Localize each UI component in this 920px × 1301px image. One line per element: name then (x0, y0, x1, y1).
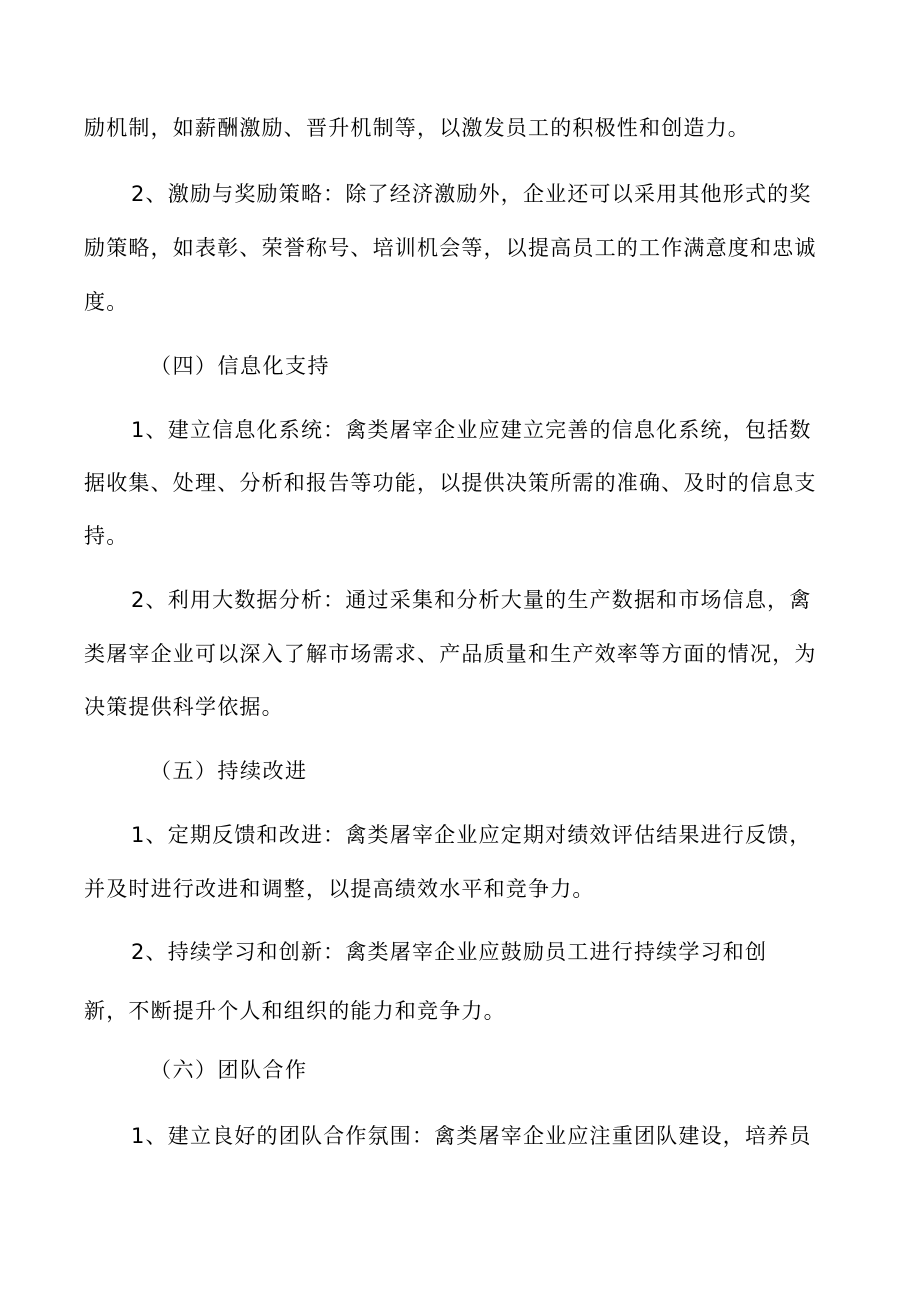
paragraph-line: 1、定期反馈和改进：禽类屠宰企业应定期对绩效评估结果进行反馈， (131, 823, 812, 847)
section-heading: （四）信息化支持 (150, 354, 330, 378)
paragraph-line: 励机制，如薪酬激励、晋升机制等，以激发员工的积极性和创造力。 (84, 116, 750, 140)
paragraph-line: 度。 (84, 290, 129, 314)
paragraph-line: 据收集、处理、分析和报告等功能，以提供决策所需的准确、及时的信息支 (84, 471, 817, 495)
paragraph-line: 1、建立信息化系统：禽类屠宰企业应建立完善的信息化系统，包括数 (131, 418, 812, 442)
paragraph-line: 决策提供科学依据。 (84, 695, 284, 719)
paragraph-line: 2、激励与奖励策略：除了经济激励外，企业还可以采用其他形式的奖 (131, 182, 812, 206)
paragraph-line: 持。 (84, 524, 129, 548)
section-heading: （六）团队合作 (150, 1058, 308, 1082)
paragraph-line: 并及时进行改进和调整，以提高绩效水平和竞争力。 (84, 877, 595, 901)
paragraph-line: 1、建立良好的团队合作氛围：禽类屠宰企业应注重团队建设，培养员 (131, 1124, 812, 1148)
paragraph-line: 2、持续学习和创新：禽类屠宰企业应鼓励员工进行持续学习和创 (131, 940, 768, 964)
paragraph-line: 2、利用大数据分析：通过采集和分析大量的生产数据和市场信息，禽 (131, 588, 812, 612)
section-heading: （五）持续改进 (150, 759, 308, 783)
paragraph-line: 新，不断提升个人和组织的能力和竞争力。 (84, 999, 506, 1023)
paragraph-line: 类屠宰企业可以深入了解市场需求、产品质量和生产效率等方面的情况，为 (84, 642, 817, 666)
paragraph-line: 励策略，如表彰、荣誉称号、培训机会等，以提高员工的工作满意度和忠诚 (84, 236, 817, 260)
